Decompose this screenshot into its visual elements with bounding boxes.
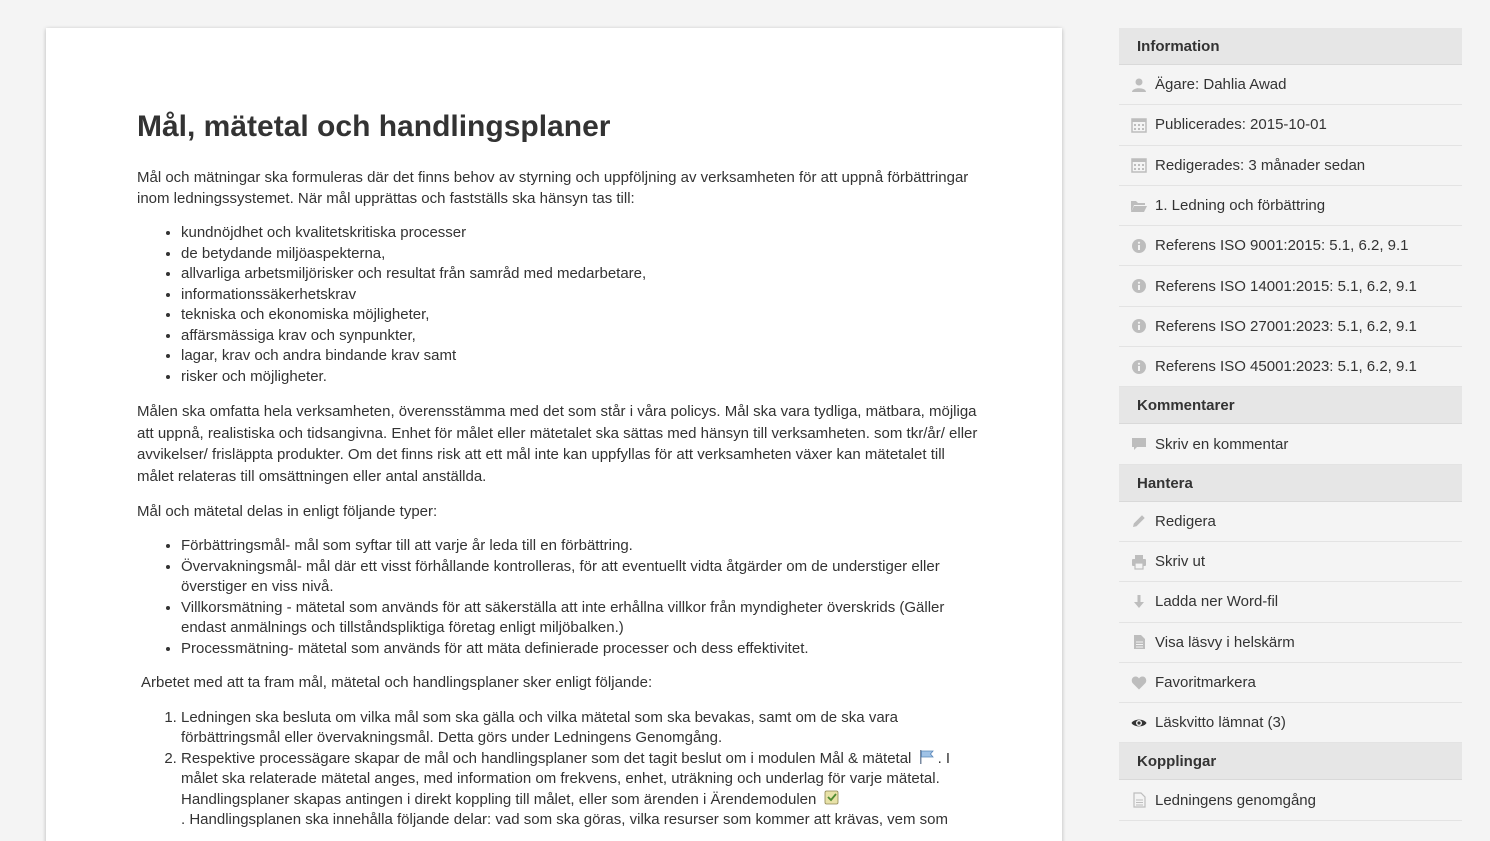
types-intro: Mål och mätetal delas in enligt följande typer: [137,502,438,520]
list-item [181,749,982,831]
download-icon [1130,593,1148,611]
sidebar-item-published [1119,105,1462,145]
comment-icon [1130,435,1148,453]
list-item: • tekniska och ekonomiska möjligheter, [181,305,982,326]
calendar-icon [1130,116,1148,134]
list-item: • kundnöjdhet och kvalitetskritiska processer [181,223,982,244]
sidebar [1119,28,1462,821]
sidebar-item-label: Skriv en kommentar [1155,435,1289,453]
section-heading-links: Kopplingar [1119,743,1462,780]
process-intro: Arbetet med att ta fram mål, mätetal och handlingsplaner sker enligt följande: [141,674,653,692]
list-item: • risker och möjligheter. [181,367,982,388]
info-icon [1130,317,1148,335]
sidebar-item-iso14001 [1119,266,1462,306]
sidebar-item-label: Favoritmarkera [1155,674,1256,691]
sidebar-item-fullscreen-read[interactable] [1119,623,1462,663]
info-icon [1130,237,1148,255]
intro-paragraph: Mål och mätningar ska formuleras där det finns behov av styrning och uppföljning av verksamheten för att uppnå förbättringar inom ledningssystemet. När mål upprättas och fastställs ska hänsyn tas till: [137,169,969,207]
list-item: • Förbättringsmål- mål som syftar till att varje år leda till en förbättring. [181,536,982,557]
document-content [137,108,982,841]
sidebar-item-label: Publicerades: 2015-10-01 [1155,116,1327,134]
sidebar-item-edit[interactable] [1119,502,1462,542]
sidebar-item-label: Referens ISO 27001:2023: 5.1, 6.2, 9.1 [1155,317,1417,335]
section-heading-information: Information [1119,28,1462,65]
list-item: • Processmätning- mätetal som används för att mäta definierade processer och dess effektivitet. [181,639,982,660]
list-item: • informationssäkerhetskrav [181,285,982,306]
info-icon [1130,358,1148,376]
sidebar-item-iso45001 [1119,347,1462,387]
info-icon [1130,277,1148,295]
calendar-icon [1130,156,1148,174]
sidebar-item-iso27001 [1119,307,1462,347]
sidebar-item-edited [1119,146,1462,186]
sidebar-item-label: Redigera [1155,512,1216,530]
step2-text-2: . I målet ska relaterade mätetal anges, med information om frekvens, enhet, uträkning och underlag för varje mätetal. Handlingsplaner skapas antingen i direkt koppling till målet, eller som ärenden i Ärendemodulen [181,749,951,808]
list-item: • Övervakningsmål- mål där ett visst förhållande kontrolleras, för att eventuellt vidta åtgärder om de understiger eller överstiger en viss nivå. [181,557,982,598]
types-list [181,536,982,659]
section-heading-manage: Hantera [1119,465,1462,502]
scope-paragraph: Målen ska omfatta hela verksamheten, överensstämma med det som står i våra policys. Mål ska vara tydliga, mätbara, möjliga att uppnå, realistiska och tidsangivna. Enhet för målet eller mätetalet ska sättas med hänsyn till verksamheten. som tkr/år/ eller avvikelser/ frisläppta produkter. Om det finns risk att ett mål inte kan uppfyllas för att verksamheten växer kan mätetalet till målet relateras till omsättningen eller antal anställda. [137,403,978,486]
pencil-icon [1130,512,1148,530]
sidebar-item-label: Läskvitto lämnat (3) [1155,714,1286,732]
list-item: 1. Ledningen ska besluta om vilka mål som ska gälla och vilka mätetal som ska bevakas, samt om de ska vara förbättringsmål eller övervakningsmål. Detta görs under Ledningens Genomgång. [181,708,982,749]
sidebar-item-label: Referens ISO 45001:2023: 5.1, 6.2, 9.1 [1155,358,1417,376]
list-item: • lagar, krav och andra bindande krav samt [181,346,982,367]
sidebar-item-owner [1119,65,1462,105]
sidebar-item-label: Ledningens genomgång [1155,791,1316,809]
document-panel [46,28,1062,841]
user-icon [1130,76,1148,94]
issue-module-icon[interactable] [823,790,841,806]
sidebar-item-management-review[interactable] [1119,780,1462,820]
sidebar-item-label: 1. Ledning och förbättring [1155,197,1326,215]
sidebar-item-download-word[interactable] [1119,582,1462,622]
section-heading-comments: Kommentarer [1119,387,1462,424]
sidebar-item-read-receipt[interactable] [1119,703,1462,743]
list-item: • allvarliga arbetsmiljörisker och resultat från samråd med medarbetare, [181,264,982,285]
sidebar-item-label: Referens ISO 9001:2015: 5.1, 6.2, 9.1 [1155,237,1409,255]
step2-text-3: . Handlingsplanen ska innehålla följande delar: vad som ska göras, vilka resurser som kommer att krävas, vem som [181,811,949,829]
sidebar-item-print[interactable] [1119,542,1462,582]
sidebar-item-label: Referens ISO 14001:2015: 5.1, 6.2, 9.1 [1155,277,1417,295]
eye-icon [1130,714,1148,732]
list-item: • Villkorsmätning - mätetal som används för att säkerställa att inte erhållna villkor från myndigheter överskrids (Gäller endast anmälnings och tillståndspliktiga företag enligt miljöbalken.) [181,598,982,639]
file-icon [1130,633,1148,651]
list-item: • de betydande miljöaspekterna, [181,244,982,265]
sidebar-item-label: Ladda ner Word-fil [1155,593,1279,611]
document-icon [1130,791,1148,809]
list-item: • affärsmässiga krav och synpunkter, [181,326,982,347]
goal-flag-icon[interactable] [918,749,936,765]
sidebar-item-label: Skriv ut [1155,553,1206,571]
print-icon [1130,553,1148,571]
sidebar-item-label: Ägare: Dahlia Awad [1155,76,1287,94]
sidebar-item-label: Visa läsvy i helskärm [1155,633,1295,651]
sidebar-item-iso9001 [1119,226,1462,266]
page-title: Mål, mätetal och handlingsplaner [137,110,611,143]
step2-text-1: Respektive processägare skapar de mål och handlingsplaner som det tagit beslut om i modulen Mål & mätetal [181,749,912,767]
sidebar-item-write-comment[interactable] [1119,424,1462,464]
heart-icon [1130,674,1148,692]
considerations-list [181,223,982,387]
steps-list [181,708,982,831]
folder-icon [1130,197,1148,215]
sidebar-item-label: Redigerades: 3 månader sedan [1155,156,1366,174]
sidebar-item-folder[interactable] [1119,186,1462,226]
sidebar-item-favorite[interactable] [1119,663,1462,703]
